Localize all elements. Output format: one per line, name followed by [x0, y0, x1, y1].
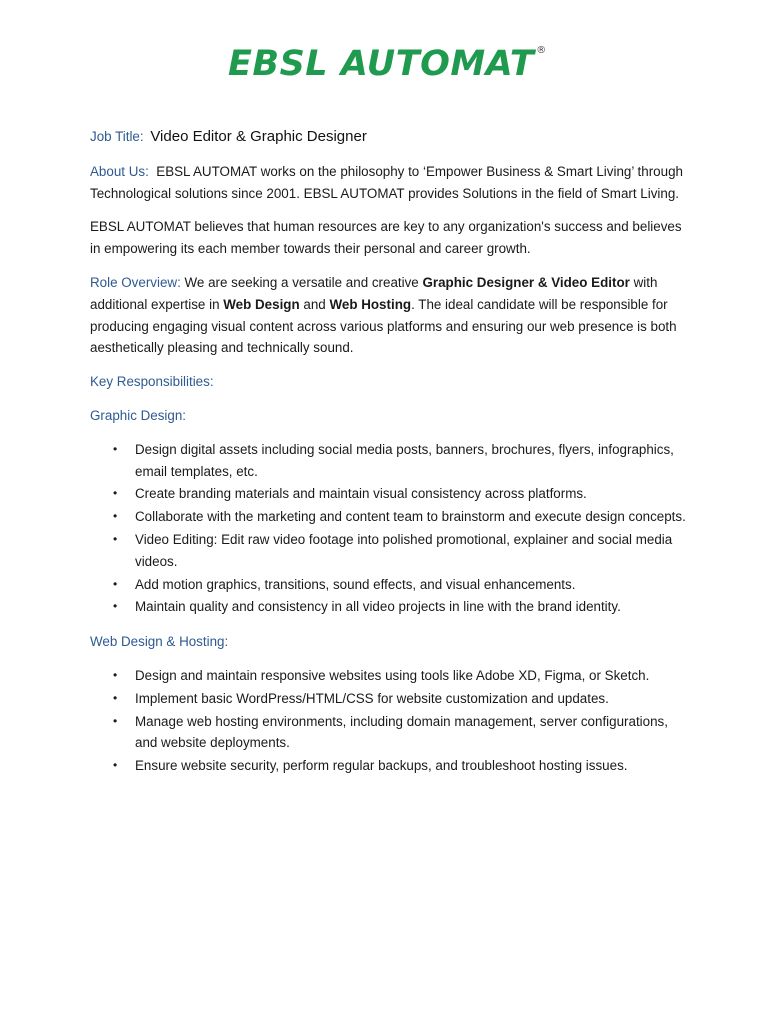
web-design-hosting-heading: Web Design & Hosting:: [90, 634, 229, 650]
list-item: [90, 711, 690, 755]
list-item: [90, 439, 690, 483]
list-item: [90, 755, 690, 777]
list-item-text: Collaborate with the marketing and content team to brainstorm and execute design concepts.: [135, 509, 686, 525]
list-item-text: Add motion graphics, transitions, sound effects, and visual enhancements.: [135, 576, 576, 592]
key-responsibilities-heading: Key Responsibilities:: [90, 374, 214, 390]
company-logo: [228, 42, 546, 86]
list-item: [90, 483, 690, 505]
graphic-design-list: [90, 439, 690, 618]
about-us-label: About Us:: [90, 163, 149, 179]
role-overview-text-4: . The ideal candidate will be responsible for producing engaging visual content across various platforms and ensuring our web presence is both aesthetically pleasing and technically sound.: [90, 296, 677, 356]
role-overview-text-1: We are seeking a versatile and creative: [184, 274, 419, 290]
bullet-icon: •: [113, 713, 118, 728]
list-item: [90, 688, 690, 710]
bullet-icon: •: [113, 599, 118, 614]
job-description-body: [90, 126, 690, 790]
list-item-text: Video Editing: Edit raw video footage into polished promotional, explainer and social media videos.: [135, 531, 673, 569]
role-overview-text-3: and: [303, 296, 326, 312]
job-title-row: [90, 126, 690, 148]
list-item-text: Ensure website security, perform regular backups, and troubleshoot hosting issues.: [135, 758, 628, 774]
job-title-value: Video Editor & Graphic Designer: [150, 128, 367, 145]
list-item-text: Design digital assets including social media posts, banners, brochures, flyers, infographics, email templates, etc.: [135, 441, 674, 479]
list-item: [90, 506, 690, 528]
beliefs-paragraph: EBSL AUTOMAT believes that human resources are key to any organization's success and believes in empowering its each member towards their personal and career growth.: [90, 219, 682, 257]
bullet-icon: •: [113, 441, 118, 456]
job-title-label: Job Title:: [90, 129, 144, 144]
bullet-icon: •: [113, 576, 118, 591]
bullet-icon: •: [113, 690, 118, 705]
role-overview-text-2: with additional expertise in: [90, 274, 658, 312]
role-overview-bold-2: Web Design: [223, 296, 300, 312]
role-overview-paragraph: [90, 272, 690, 359]
role-overview-bold-3: Web Hosting: [329, 296, 412, 312]
bullet-icon: •: [113, 531, 118, 546]
bullet-icon: •: [113, 667, 118, 682]
list-item-text: Create branding materials and maintain visual consistency across platforms.: [135, 486, 587, 502]
registered-mark: ®: [536, 45, 547, 56]
about-us-text: EBSL AUTOMAT works on the philosophy to ‘Empower Business & Smart Living’ through Technological solutions since 2001. EBSL AUTOMAT provides Solutions in the field of Smart Living.: [90, 163, 683, 201]
list-item: [90, 665, 690, 687]
list-item: [90, 529, 690, 573]
list-item-text: Maintain quality and consistency in all video projects in line with the brand identity.: [135, 599, 621, 615]
role-overview-bold-1: Graphic Designer & Video Editor: [422, 274, 630, 290]
about-us-paragraph: [90, 161, 690, 205]
role-overview-label: Role Overview:: [90, 274, 181, 290]
graphic-design-heading: Graphic Design:: [90, 407, 187, 423]
bullet-icon: •: [113, 486, 118, 501]
list-item-text: Design and maintain responsive websites using tools like Adobe XD, Figma, or Sketch.: [135, 667, 650, 683]
list-item-text: Manage web hosting environments, including domain management, server configurations, and website deployments.: [135, 713, 668, 751]
list-item-text: Implement basic WordPress/HTML/CSS for website customization and updates.: [135, 690, 609, 706]
web-design-list: [90, 665, 690, 777]
logo-wordmark: EBSL AUTOMAT: [228, 44, 535, 84]
list-item: [90, 596, 690, 618]
bullet-icon: •: [113, 509, 118, 524]
bullet-icon: •: [113, 758, 118, 773]
list-item: [90, 574, 690, 596]
